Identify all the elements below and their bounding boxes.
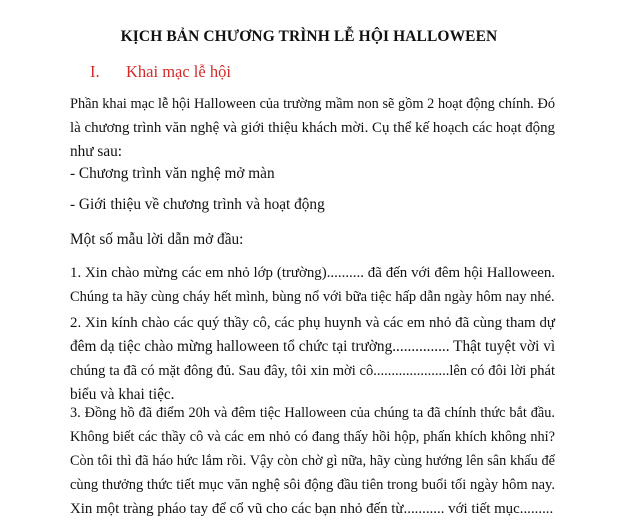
- bullet-item: - Giới thiệu về chương trình và hoạt động: [70, 196, 325, 213]
- section-heading: [90, 62, 231, 82]
- sample-paragraph-1: [70, 261, 555, 309]
- sample-line: 2. Xin kính chào các quý thầy cô, các phụ huynh và các em nhỏ đã cùng tham dự: [70, 315, 555, 331]
- sample-line: chúng ta đã có mặt đông đủ. Sau đây, tôi xin mời cô.....................lên có đôi lời phát: [70, 363, 555, 379]
- sample-line: 1. Xin chào mừng các em nhỏ lớp (trường).......... đã đến với đêm hội Halloween.: [70, 265, 555, 281]
- bullet-item: - Chương trình văn nghệ mở màn: [70, 165, 275, 182]
- sample-line: cùng thưởng thức tiết mục văn nghệ sôi động đầu tiên trong buổi tối ngày hôm nay.: [70, 477, 555, 493]
- intro-line: Phần khai mạc lễ hội Halloween của trường mầm non sẽ gồm 2 hoạt động chính. Đó: [70, 96, 555, 112]
- section-title: Khai mạc lễ hội: [126, 62, 231, 81]
- sample-paragraph-2: [70, 311, 555, 407]
- document-title: KỊCH BẢN CHƯƠNG TRÌNH LỄ HỘI HALLOWEEN: [120, 28, 498, 45]
- sample-line: Xin một tràng pháo tay để cổ vũ cho các bạn nhỏ đến từ........... với tiết mục.........: [70, 501, 554, 517]
- sample-line: 3. Đồng hồ đã điểm 20h và đêm tiệc Halloween của chúng ta đã chính thức bắt đầu.: [70, 405, 555, 421]
- sample-line: Chúng ta hãy cùng cháy hết mình, bùng nổ với bữa tiệc hấp dẫn ngày hôm nay nhé.: [70, 289, 555, 305]
- intro-paragraph: [70, 92, 555, 164]
- sample-line: Còn tôi thì đã háo hức lắm rồi. Vậy còn chờ gì nữa, hãy cùng hướng lên sân khấu để: [70, 453, 555, 469]
- samples-heading: Một số mẫu lời dẫn mở đầu:: [70, 231, 244, 248]
- sample-paragraph-3: [70, 401, 555, 521]
- section-number: I.: [90, 62, 100, 81]
- intro-line: như sau:: [70, 143, 123, 160]
- sample-line: đêm dạ tiệc chào mừng halloween tổ chức tại trường............... Thật tuyệt vời vì: [70, 338, 556, 355]
- sample-line: biểu và khai tiệc.: [70, 386, 175, 403]
- sample-line: Không biết các thầy cô và các em nhỏ có đang thấy hồi hộp, phấn khích không nhỉ?: [70, 429, 555, 445]
- intro-line: là chương trình văn nghệ và giới thiệu khách mời. Cụ thể kế hoạch các hoạt động: [70, 120, 555, 136]
